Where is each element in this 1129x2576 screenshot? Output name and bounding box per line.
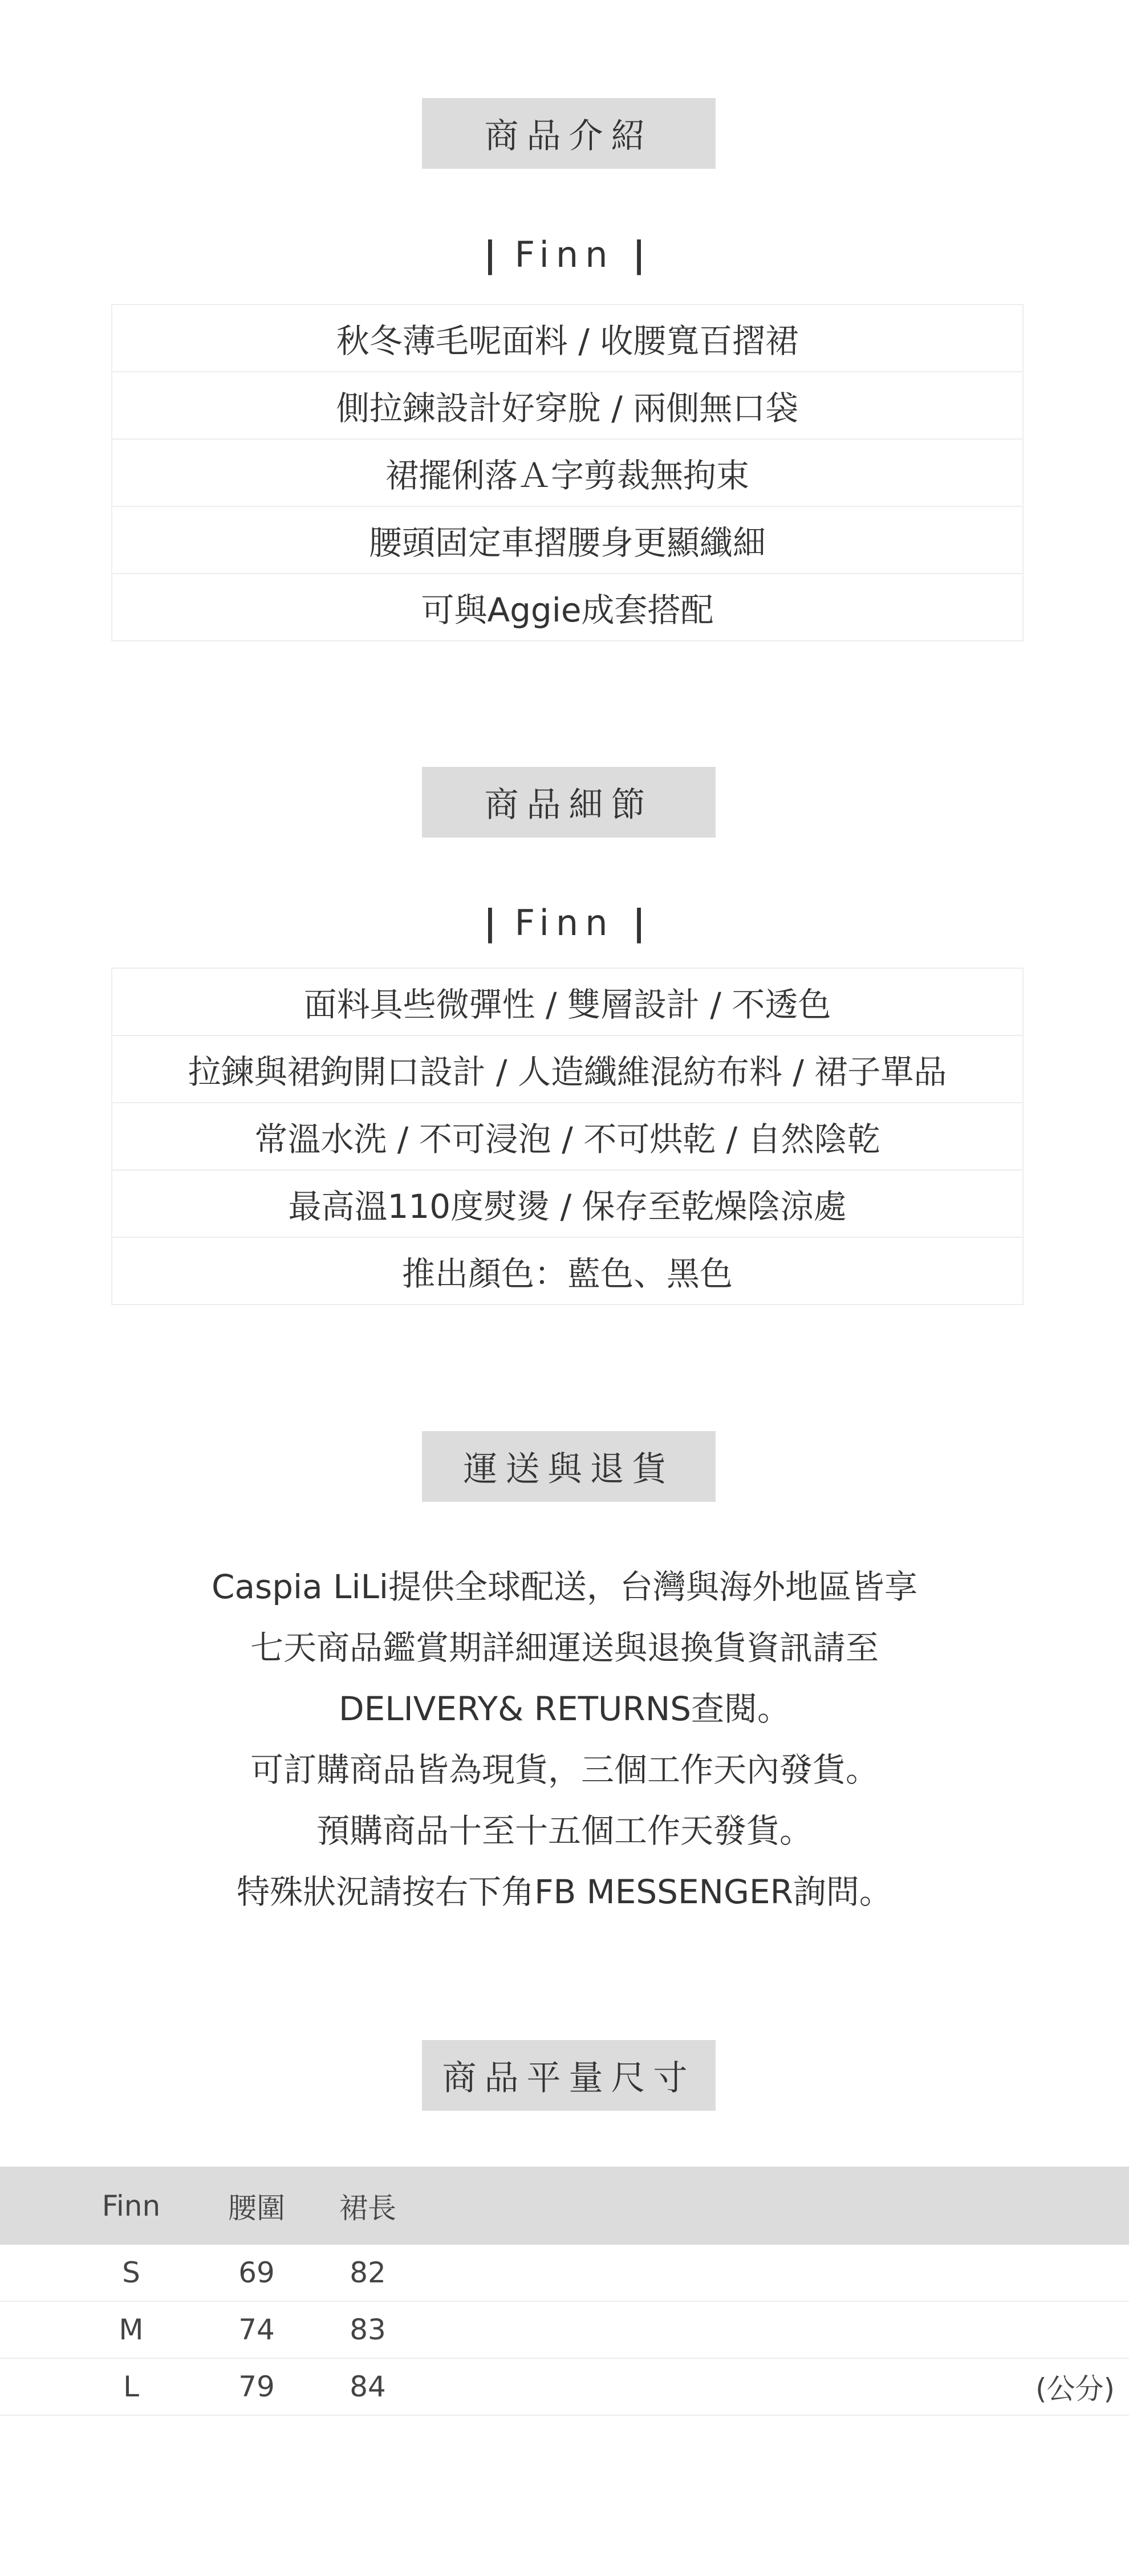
size-cell: 83 <box>350 2313 386 2346</box>
bar-right: | <box>632 234 645 275</box>
size-row <box>0 2245 1129 2302</box>
size-col-header: 腰圍 <box>228 2191 285 2225</box>
shipping-line: 預購商品十至十五個工作天發貨。 <box>316 1811 813 1850</box>
details-row: 常溫水洗 / 不可浸泡 / 不可烘乾 / 自然陰乾 <box>112 1103 1022 1171</box>
intro-row: 側拉鍊設計好穿脫 / 兩側無口袋 <box>112 372 1022 440</box>
shipping-line: DELIVERY& RETURNS查閱。 <box>338 1689 791 1728</box>
section-header-intro: 商品介紹 <box>422 98 716 169</box>
shipping-line: 七天商品鑑賞期詳細運送與退換貨資訊請至 <box>250 1628 879 1667</box>
unit-label: (公分) <box>1035 2372 1115 2406</box>
size-cell: 82 <box>350 2256 386 2289</box>
brand-title-details <box>0 902 1129 944</box>
bar-right: | <box>632 902 645 944</box>
intro-row: 秋冬薄毛呢面料 / 收腰寬百摺裙 <box>112 305 1022 372</box>
size-col-header: 裙長 <box>339 2191 396 2225</box>
bar-left: | <box>484 234 497 275</box>
details-row: 推出顏色：藍色、黑色 <box>401 1254 733 1293</box>
bar-left: | <box>484 902 497 944</box>
intro-row: 裙擺俐落Ａ字剪裁無拘束 <box>112 440 1022 507</box>
section-header-details: 商品細節 <box>422 767 716 838</box>
shipping-line: 特殊狀況請按右下角FB MESSENGER詢問。 <box>237 1872 892 1911</box>
brand-name: Finn <box>514 902 615 944</box>
size-cell: 79 <box>238 2370 275 2403</box>
size-row <box>0 2359 1129 2416</box>
size-cell: 74 <box>238 2313 275 2346</box>
intro-row: 可與Aggie成套搭配 <box>421 591 714 629</box>
intro-table <box>111 304 1024 641</box>
size-row <box>0 2302 1129 2359</box>
shipping-line: 可訂購商品皆為現貨，三個工作天內發貨。 <box>250 1750 879 1789</box>
shipping-line: Caspia LiLi提供全球配送，台灣與海外地區皆享 <box>211 1567 918 1606</box>
details-row: 面料具些微彈性 / 雙層設計 / 不透色 <box>112 969 1022 1036</box>
size-cell: 69 <box>238 2256 275 2289</box>
brand-name: Finn <box>514 234 615 275</box>
section-header-sizes: 商品平量尺寸 <box>422 2040 716 2111</box>
section-header-shipping: 運送與退貨 <box>422 1431 716 1502</box>
details-row: 最高溫110度熨燙 / 保存至乾燥陰涼處 <box>112 1171 1022 1238</box>
details-table <box>111 968 1024 1305</box>
shipping-text <box>0 1557 1129 1923</box>
brand-title-intro <box>0 234 1129 275</box>
size-cell: M <box>119 2313 144 2346</box>
size-table-header <box>0 2167 1129 2245</box>
intro-row: 腰頭固定車摺腰身更顯纖細 <box>112 507 1022 574</box>
size-cell: S <box>122 2256 140 2289</box>
size-col-header: Finn <box>101 2189 161 2222</box>
size-cell: L <box>123 2370 139 2403</box>
details-row: 拉鍊與裙鉤開口設計 / 人造纖維混紡布料 / 裙子單品 <box>112 1036 1022 1103</box>
size-cell: 84 <box>350 2370 386 2403</box>
